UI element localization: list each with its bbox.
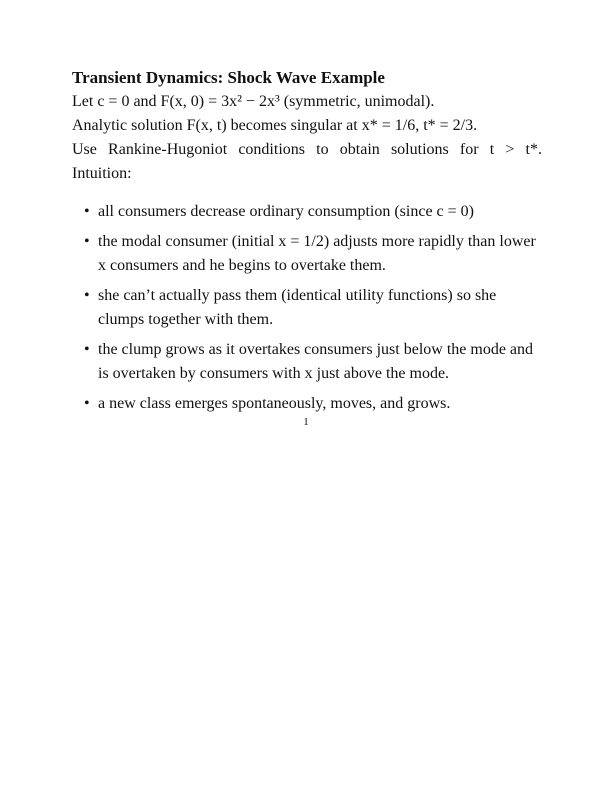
slide-page (72, 66, 542, 422)
list-item (72, 200, 542, 224)
list-item-text: all consumers decrease ordinary consumption (since c = 0) (98, 203, 475, 220)
list-item (72, 284, 542, 332)
intro-line-3: Use Rankine-Hugoniot conditions to obtain solutions for t > t*. (72, 141, 542, 158)
list-item (72, 338, 542, 386)
bullet-icon: • (84, 233, 90, 250)
list-item (72, 392, 542, 416)
list-item-text: a new class emerges spontaneously, moves, and grows. (98, 395, 451, 412)
page-title: Transient Dynamics: Shock Wave Example (72, 68, 385, 87)
list-item (72, 230, 542, 278)
intro-line-4: Intuition: (72, 165, 132, 182)
bullet-icon: • (84, 203, 90, 220)
page-number: 1 (303, 416, 309, 428)
intro-line-2: Analytic solution F(x, t) becomes singular at x* = 1/6, t* = 2/3. (72, 117, 478, 134)
list-item-text: the modal consumer (initial x = 1/2) adjusts more rapidly than lower x consumers and he begins to overtake them. (98, 233, 536, 274)
bullet-icon: • (84, 287, 90, 304)
list-item-text: the clump grows as it overtakes consumers just below the mode and is overtaken by consumers with x just above the mode. (98, 341, 534, 382)
list-item-text: she can’t actually pass them (identical utility functions) so she clumps together with them. (98, 287, 497, 328)
intro-line-1: Let c = 0 and F(x, 0) = 3x² − 2x³ (symmetric, unimodal). (72, 93, 435, 110)
bullet-icon: • (84, 395, 90, 412)
bullet-icon: • (84, 341, 90, 358)
intuition-list (72, 200, 542, 416)
